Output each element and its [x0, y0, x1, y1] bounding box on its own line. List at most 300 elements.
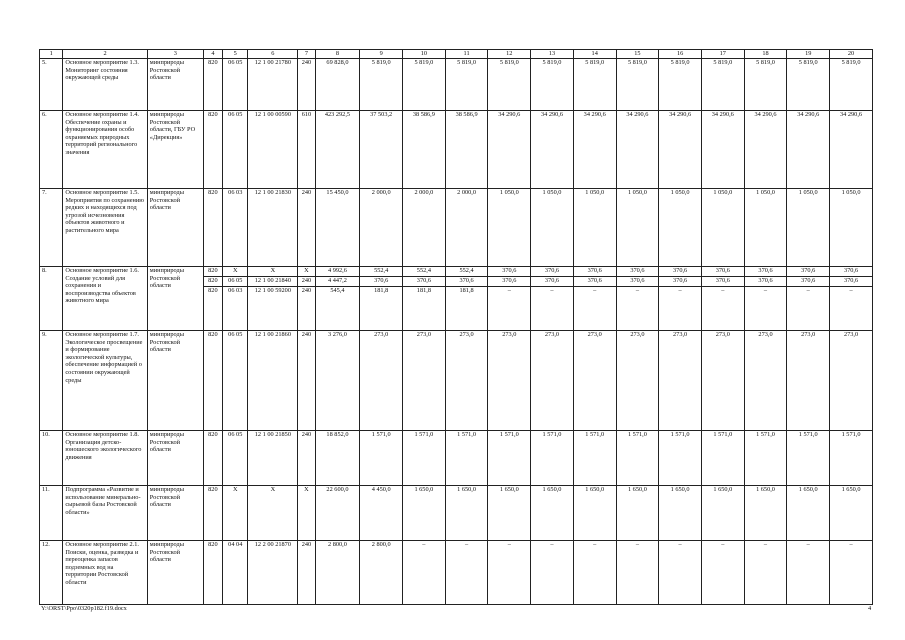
cell-value: 273,0	[416, 331, 431, 338]
cell-value: 4 447,2	[316, 276, 360, 286]
header-cell: 13	[531, 50, 574, 59]
code-cell	[223, 541, 248, 605]
table-row	[40, 541, 873, 605]
row-number: 7.	[40, 189, 63, 267]
header-cell: 1	[40, 50, 63, 59]
cell-value: 34 290,6	[797, 111, 820, 118]
cell-value: 69 828,0	[326, 59, 349, 66]
cell-value: 370,6	[745, 276, 787, 286]
amount-cell	[445, 59, 488, 111]
amount-cell	[403, 111, 446, 189]
cell-value: –	[635, 541, 639, 548]
amount-cell	[701, 541, 744, 605]
code-cell	[203, 541, 222, 605]
cell-value: 370,6	[715, 267, 730, 274]
amount-cell	[659, 431, 702, 486]
cell-value: 1 050,0	[798, 189, 818, 196]
cell-value: 5 819,0	[627, 59, 647, 66]
amount-cell	[315, 486, 360, 541]
cell-value: 12 1 00 21780	[254, 59, 291, 66]
program-name: Основное мероприятие 1.8. Организация детско-юношеского экологического движения	[63, 431, 147, 486]
amount-cell	[701, 111, 744, 189]
amount-cell	[573, 541, 616, 605]
cell-value: 820	[208, 431, 218, 438]
amount-cell	[445, 331, 488, 431]
amount-cell	[659, 267, 702, 331]
code-cell	[298, 541, 315, 605]
cell-value: 273,0	[587, 331, 602, 338]
cell-value: –	[488, 286, 530, 296]
cell-value: –	[550, 541, 554, 548]
cell-value: 04 04	[228, 541, 243, 548]
amount-cell	[445, 541, 488, 605]
cell-value: 240	[301, 189, 312, 196]
cell-value: 12 1 00 00590	[254, 111, 291, 118]
code-cell	[248, 267, 298, 331]
table-row	[40, 111, 873, 189]
amount-cell	[830, 431, 873, 486]
cell-value: 5 819,0	[457, 59, 477, 66]
cell-value: 1 650,0	[414, 486, 434, 493]
amount-cell	[744, 111, 787, 189]
amount-cell	[315, 111, 360, 189]
cell-value: 12 1 00 21850	[254, 431, 291, 438]
cell-value: –	[593, 541, 597, 548]
code-cell	[223, 486, 248, 541]
cell-value: 5 819,0	[713, 59, 733, 66]
cell-value: X	[270, 486, 276, 493]
cell-value: 5 819,0	[542, 59, 562, 66]
amount-cell	[787, 431, 830, 486]
table-row	[40, 59, 873, 111]
amount-cell	[659, 486, 702, 541]
cell-value: 1 650,0	[585, 486, 605, 493]
row-number: 6.	[40, 111, 63, 189]
cell-value: 4 450,0	[371, 486, 391, 493]
amount-cell	[488, 486, 531, 541]
cell-value: 370,6	[360, 276, 402, 286]
cell-value: –	[806, 541, 810, 548]
amount-cell	[616, 486, 659, 541]
executor: минприроды Ростовской области	[147, 331, 203, 431]
amount-cell	[360, 331, 403, 431]
amount-cell	[830, 59, 873, 111]
cell-value: 06 05	[228, 331, 243, 338]
cell-value: 1 050,0	[713, 189, 733, 196]
header-cell: 4	[203, 50, 222, 59]
table-row	[40, 267, 873, 331]
cell-value: 820	[208, 189, 218, 196]
program-name: Основное мероприятие 1.6. Создание условий для сохранения и воспроизводства объектов животного мира	[63, 267, 147, 331]
cell-value: 1 571,0	[713, 431, 733, 438]
amount-cell	[445, 486, 488, 541]
header-cell: 12	[488, 50, 531, 59]
cell-value: 1 650,0	[798, 486, 818, 493]
amount-cell	[701, 486, 744, 541]
executor: минприроды Ростовской области	[147, 189, 203, 267]
header-cell: 7	[298, 50, 315, 59]
cell-value: 370,6	[659, 276, 701, 286]
amount-cell	[616, 541, 659, 605]
code-cell	[223, 189, 248, 267]
cell-value: 273,0	[544, 331, 560, 338]
header-cell: 18	[744, 50, 787, 59]
cell-value: 370,6	[758, 267, 773, 274]
amount-cell	[573, 189, 616, 267]
code-cell	[203, 111, 222, 189]
cell-value: 273,0	[843, 331, 859, 338]
cell-value: 240	[301, 431, 312, 438]
cell-value: 423 292,5	[324, 111, 351, 118]
cell-value: –	[830, 286, 872, 296]
cell-value: 5 819,0	[414, 59, 434, 66]
header-cell: 17	[701, 50, 744, 59]
cell-value: 1 571,0	[542, 431, 562, 438]
code-cell	[248, 111, 298, 189]
cell-value: 1 571,0	[585, 431, 605, 438]
cell-value: 370,6	[502, 267, 517, 274]
cell-value: 820	[208, 267, 218, 274]
cell-value: 370,6	[403, 276, 445, 286]
cell-value: 1 571,0	[756, 431, 775, 438]
row-number: 11.	[40, 486, 63, 541]
cell-value: 06 05	[228, 431, 243, 438]
cell-value: –	[617, 286, 659, 296]
code-cell	[203, 59, 222, 111]
cell-value: 370,6	[843, 267, 859, 274]
cell-value: 370,6	[702, 276, 744, 286]
cell-value: 273,0	[502, 331, 517, 338]
cell-value: 34 290,6	[498, 111, 521, 118]
amount-cell	[531, 486, 574, 541]
cell-value: –	[721, 541, 725, 548]
cell-value: 1 571,0	[670, 431, 690, 438]
cell-value: 370,6	[488, 276, 530, 286]
cell-value: 370,6	[673, 267, 688, 274]
cell-value: 370,6	[544, 267, 560, 274]
amount-cell	[787, 541, 830, 605]
amount-cell	[830, 189, 873, 267]
cell-value: 18 852,0	[326, 431, 349, 438]
code-cell	[223, 431, 248, 486]
cell-value: 12 1 00 21860	[254, 331, 291, 338]
amount-cell	[701, 431, 744, 486]
cell-value: 181,8	[446, 286, 488, 296]
cell-value: 06 05	[228, 111, 243, 118]
cell-value: 2 800,0	[371, 541, 391, 548]
header-cell: 19	[787, 50, 830, 59]
code-cell	[298, 189, 315, 267]
code-cell	[203, 431, 222, 486]
cell-value: –	[745, 286, 787, 296]
amount-cell	[787, 331, 830, 431]
header-cell: 5	[223, 50, 248, 59]
cell-value: 552,4	[416, 267, 431, 274]
code-cell	[298, 111, 315, 189]
cell-value: 5 819,0	[841, 59, 861, 66]
cell-value: 2 000,0	[414, 189, 434, 196]
amount-cell	[744, 486, 787, 541]
cell-value: –	[531, 286, 573, 296]
amount-cell	[744, 331, 787, 431]
code-cell	[298, 486, 315, 541]
amount-cell	[830, 486, 873, 541]
cell-value: 34 290,6	[754, 111, 777, 118]
header-cell: 16	[659, 50, 702, 59]
amount-cell	[659, 541, 702, 605]
cell-value: –	[678, 541, 682, 548]
cell-value: 1 050,0	[542, 189, 562, 196]
code-cell	[298, 59, 315, 111]
amount-cell	[616, 331, 659, 431]
cell-value: X	[232, 267, 238, 274]
cell-value: 273,0	[758, 331, 773, 338]
cell-value: 820	[204, 286, 222, 296]
header-row	[40, 50, 873, 59]
code-cell	[203, 189, 222, 267]
amount-cell	[315, 189, 360, 267]
program-name: Основное мероприятие 1.7. Экологическое просвещение и формирование экологической культуры, обеспечение информацией о состоянии окружающей среды	[63, 331, 147, 431]
amount-cell	[488, 111, 531, 189]
cell-value: –	[574, 286, 616, 296]
amount-cell	[616, 59, 659, 111]
amount-cell	[616, 267, 659, 331]
amount-cell	[360, 111, 403, 189]
amount-cell	[531, 541, 574, 605]
code-cell	[223, 59, 248, 111]
row-number: 12.	[40, 541, 63, 605]
cell-value: 2 000,0	[457, 189, 477, 196]
amount-cell	[830, 267, 873, 331]
cell-value: 370,6	[446, 276, 488, 286]
program-name: Основное мероприятие 1.5. Мероприятия по сохранению редких и находящихся под угрозой исчезновения объектов животного и растительного мира	[63, 189, 147, 267]
cell-value: 34 290,6	[840, 111, 863, 118]
amount-cell	[830, 111, 873, 189]
cell-value: 12 2 00 21870	[254, 541, 291, 548]
cell-value: 1 571,0	[499, 431, 519, 438]
program-name: Основное мероприятие 2.1. Поиски, оценка, разведка и переоценка запасов подземных вод на территории Ростовской области	[63, 541, 147, 605]
header-cell: 10	[403, 50, 446, 59]
cell-value: 12 1 00 21840	[248, 276, 297, 286]
amount-cell	[573, 331, 616, 431]
code-cell	[203, 331, 222, 431]
amount-cell	[787, 189, 830, 267]
amount-cell	[659, 189, 702, 267]
code-cell	[223, 111, 248, 189]
cell-value: 370,6	[801, 267, 816, 274]
amount-cell	[531, 111, 574, 189]
cell-value: 273,0	[374, 331, 389, 338]
amount-cell	[360, 189, 403, 267]
cell-value: 273,0	[801, 331, 816, 338]
cell-value: 370,6	[587, 267, 602, 274]
cell-value: 370,6	[617, 276, 659, 286]
amount-cell	[445, 189, 488, 267]
amount-cell	[403, 267, 446, 331]
amount-cell	[531, 189, 574, 267]
executor: минприроды Ростовской области	[147, 59, 203, 111]
amount-cell	[315, 541, 360, 605]
cell-value: 1 050,0	[841, 189, 861, 196]
cell-value: 370,6	[630, 267, 645, 274]
code-cell	[223, 267, 248, 331]
amount-cell	[315, 331, 360, 431]
amount-cell	[403, 59, 446, 111]
cell-value: 181,8	[403, 286, 445, 296]
cell-value: 240	[298, 276, 314, 286]
cell-value: 1 050,0	[670, 189, 690, 196]
cell-value: 1 650,0	[627, 486, 647, 493]
cell-value: 34 290,6	[626, 111, 649, 118]
amount-cell	[360, 541, 403, 605]
cell-value: 273,0	[673, 331, 688, 338]
table-row	[40, 189, 873, 267]
cell-value: 820	[208, 59, 218, 66]
amount-cell	[488, 267, 531, 331]
footer-page-number: 4	[868, 605, 872, 612]
amount-cell	[830, 331, 873, 431]
cell-value: 370,6	[574, 276, 616, 286]
amount-cell	[659, 331, 702, 431]
cell-value: 34 290,6	[711, 111, 734, 118]
cell-value: 5 819,0	[756, 59, 775, 66]
amount-cell	[403, 431, 446, 486]
amount-cell	[701, 267, 744, 331]
cell-value: 545,4	[316, 286, 360, 296]
cell-value: –	[465, 541, 469, 548]
amount-cell	[616, 111, 659, 189]
cell-value: 370,6	[787, 276, 829, 286]
cell-value: 38 586,9	[455, 111, 478, 118]
amount-cell	[659, 59, 702, 111]
cell-value: 34 290,6	[583, 111, 606, 118]
header-cell: 8	[315, 50, 360, 59]
cell-value: 1 571,0	[627, 431, 647, 438]
cell-value: 1 571,0	[371, 431, 391, 438]
amount-cell	[787, 59, 830, 111]
code-cell	[203, 267, 222, 331]
amount-cell	[787, 267, 830, 331]
code-cell	[248, 486, 298, 541]
amount-cell	[744, 267, 787, 331]
row-number: 8.	[40, 267, 63, 331]
cell-value: 4 992,6	[328, 267, 347, 274]
cell-value: 552,4	[374, 267, 389, 274]
amount-cell	[445, 111, 488, 189]
amount-cell	[488, 189, 531, 267]
amount-cell	[488, 431, 531, 486]
budget-table	[39, 49, 873, 605]
amount-cell	[445, 267, 488, 331]
amount-cell	[701, 331, 744, 431]
executor: минприроды Ростовской области	[147, 267, 203, 331]
cell-value: 820	[208, 541, 218, 548]
amount-cell	[403, 331, 446, 431]
cell-value: 1 650,0	[756, 486, 775, 493]
header-cell: 11	[445, 50, 488, 59]
executor: минприроды Ростовской области	[147, 431, 203, 486]
cell-value: 5 819,0	[670, 59, 690, 66]
cell-value: 3 276,0	[328, 331, 347, 338]
cell-value: 1 650,0	[457, 486, 477, 493]
amount-cell	[701, 59, 744, 111]
row-number: 5.	[40, 59, 63, 111]
amount-cell	[488, 331, 531, 431]
cell-value: X	[232, 486, 238, 493]
amount-cell	[360, 486, 403, 541]
cell-value: 37 503,2	[370, 111, 393, 118]
amount-cell	[531, 331, 574, 431]
cell-value: 820	[204, 276, 222, 286]
amount-cell	[315, 59, 360, 111]
cell-value: –	[702, 286, 744, 296]
amount-cell	[573, 267, 616, 331]
cell-value: 370,6	[531, 276, 573, 286]
amount-cell	[744, 189, 787, 267]
amount-cell	[531, 267, 574, 331]
code-cell	[248, 431, 298, 486]
amount-cell	[315, 431, 360, 486]
cell-value: 610	[301, 111, 312, 118]
header-cell: 9	[360, 50, 403, 59]
amount-cell	[744, 541, 787, 605]
cell-value: –	[422, 541, 426, 548]
cell-value: 12 1 00 21830	[254, 189, 291, 196]
cell-value: 1 650,0	[499, 486, 519, 493]
code-cell	[248, 59, 298, 111]
cell-value: 5 819,0	[499, 59, 519, 66]
cell-value: 370,6	[830, 276, 872, 286]
cell-value: 181,8	[360, 286, 402, 296]
amount-cell	[360, 59, 403, 111]
cell-value: 1 050,0	[499, 189, 519, 196]
code-cell	[298, 431, 315, 486]
cell-value: 12 1 00 59200	[248, 286, 297, 296]
cell-value: 5 819,0	[371, 59, 391, 66]
code-cell	[298, 267, 315, 331]
cell-value: 15 450,0	[326, 189, 349, 196]
row-number: 10.	[40, 431, 63, 486]
program-name: Подпрограмма «Развитие и использование минерально-сырьевой базы Ростовской области»	[63, 486, 147, 541]
header-cell: 20	[830, 50, 873, 59]
table-row	[40, 431, 873, 486]
cell-value: X	[270, 267, 276, 274]
amount-cell	[315, 267, 360, 331]
amount-cell	[445, 431, 488, 486]
footer-file-path: Y:\ORST\Ppo\0320p182.f19.docx	[41, 605, 127, 612]
cell-value: 1 650,0	[841, 486, 861, 493]
code-cell	[248, 331, 298, 431]
cell-value: 06 05	[223, 276, 247, 286]
cell-value: 820	[208, 111, 218, 118]
cell-value: 1 571,0	[457, 431, 477, 438]
cell-value: 552,4	[459, 267, 474, 274]
cell-value: 273,0	[630, 331, 645, 338]
cell-value: 06 03	[223, 286, 247, 296]
header-cell: 2	[63, 50, 147, 59]
cell-value: 1 650,0	[542, 486, 562, 493]
amount-cell	[573, 59, 616, 111]
amount-cell	[744, 431, 787, 486]
row-number: 9.	[40, 331, 63, 431]
amount-cell	[360, 431, 403, 486]
cell-value: 1 050,0	[627, 189, 647, 196]
cell-value: 1 571,0	[841, 431, 861, 438]
amount-cell	[659, 111, 702, 189]
amount-cell	[403, 541, 446, 605]
cell-value: 5 819,0	[585, 59, 605, 66]
cell-value: 34 290,6	[540, 111, 564, 118]
